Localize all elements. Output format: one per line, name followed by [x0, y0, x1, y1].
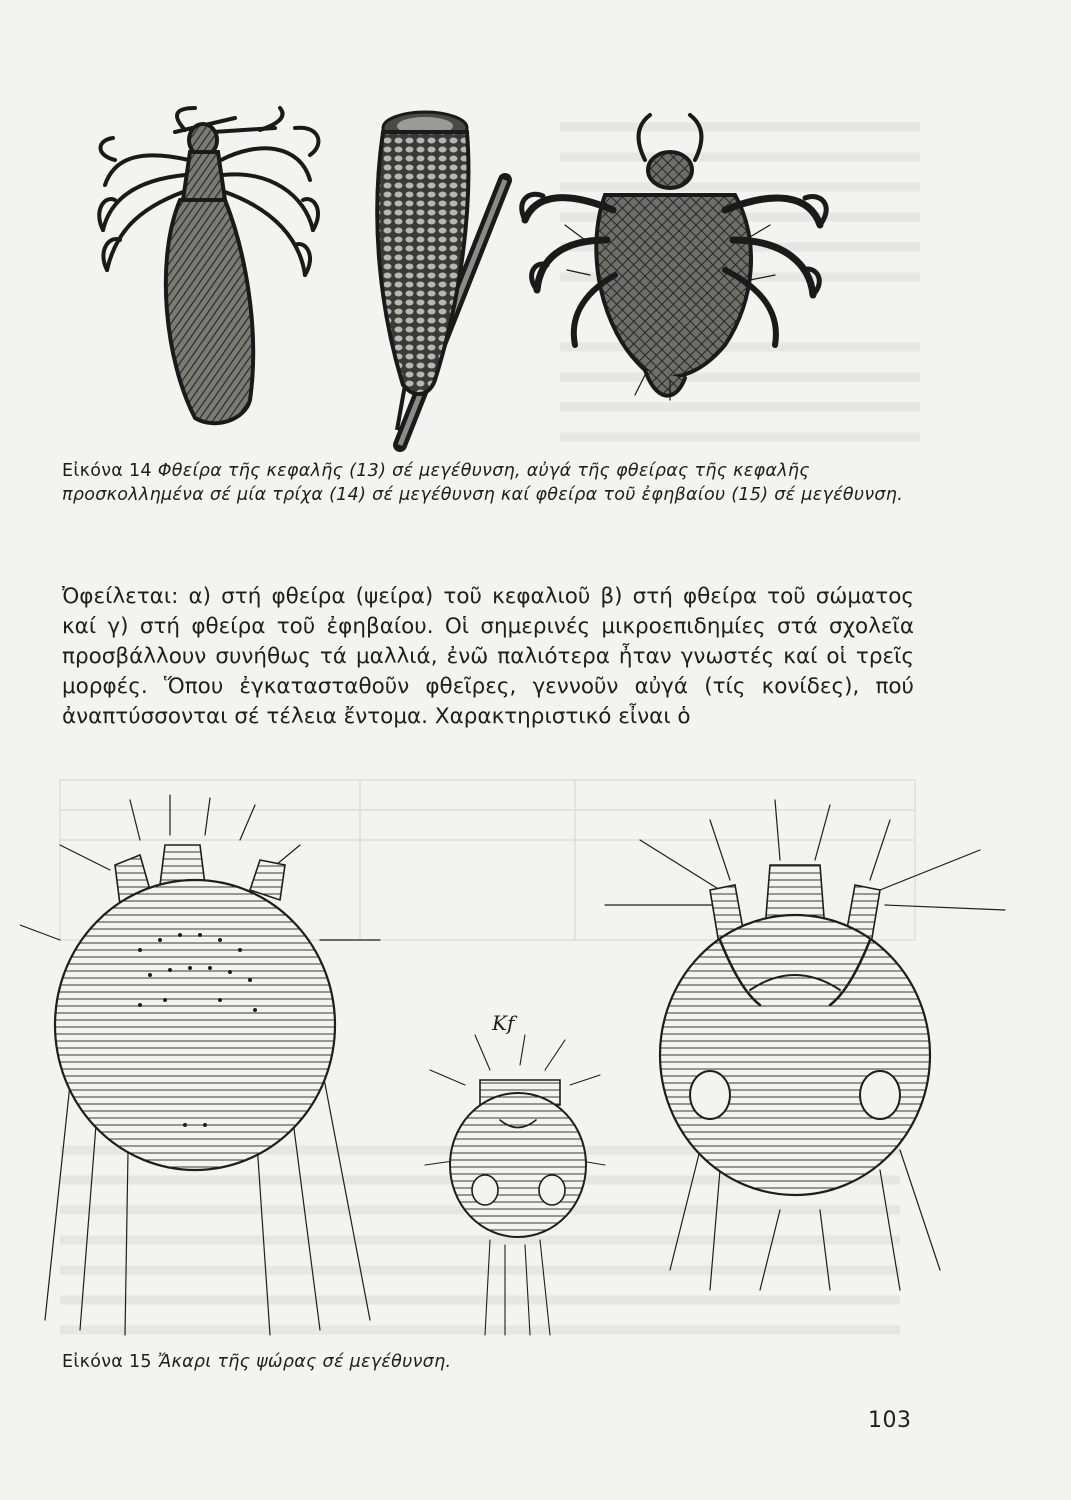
figure-14-illustration: [85, 100, 915, 455]
figure-15-caption-text: Ἄκαρι τῆς ψώρας σέ μεγέθυνση.: [157, 1352, 452, 1372]
figure-15-caption: [62, 1351, 451, 1374]
figure-14-label: Εἰκόνα 14: [62, 461, 158, 481]
nits-on-hair-illustration: [377, 112, 505, 445]
label-kf: Kf: [492, 1011, 515, 1035]
scabies-mite-dorsal-illustration: [20, 795, 380, 1335]
figure-15-illustration: [20, 790, 1050, 1345]
figure-14-caption: [62, 460, 912, 507]
figure-15-label: Εἰκόνα 15: [62, 1352, 158, 1372]
pubic-louse-illustration: [522, 115, 826, 400]
scabies-mite-ventral-illustration: [605, 800, 1005, 1290]
page-number: 103: [868, 1408, 912, 1433]
figure-14-caption-text: Φθείρα τῆς κεφαλῆς (13) σέ μεγέθυνση, αὐγά τῆς φθείρας τῆς κεφαλῆς προσκολλημένα σέ μία τρίχα (14) σέ μεγέθυνση καί φθείρα τοῦ ἐφηβαίου (15) σέ μεγέθυνση.: [62, 461, 904, 505]
scabies-mite-larva-illustration: [425, 1011, 605, 1335]
head-louse-illustration: [99, 108, 318, 423]
body-paragraph: Ὀφείλεται: α) στή φθείρα (ψείρα) τοῦ κεφαλιοῦ β) στή φθείρα τοῦ σώματος καί γ) στή φθείρα τοῦ ἐφηβαίου. Οἱ σημερινές μικροεπιδημίες στά σχολεῖα προσβάλλουν συνήθως τά μαλλιά, ἐνῶ παλιότερα ἦταν γνωστές καί οἱ τρεῖς μορφές. Ὅπου ἐγκατασταθοῦν φθεῖρες, γεννοῦν αὐγά (τίς κονίδες), πού ἀναπτύσσονται σέ τέλεια ἔντομα. Χαρακτηριστικό εἶναι ὁ: [62, 584, 914, 729]
